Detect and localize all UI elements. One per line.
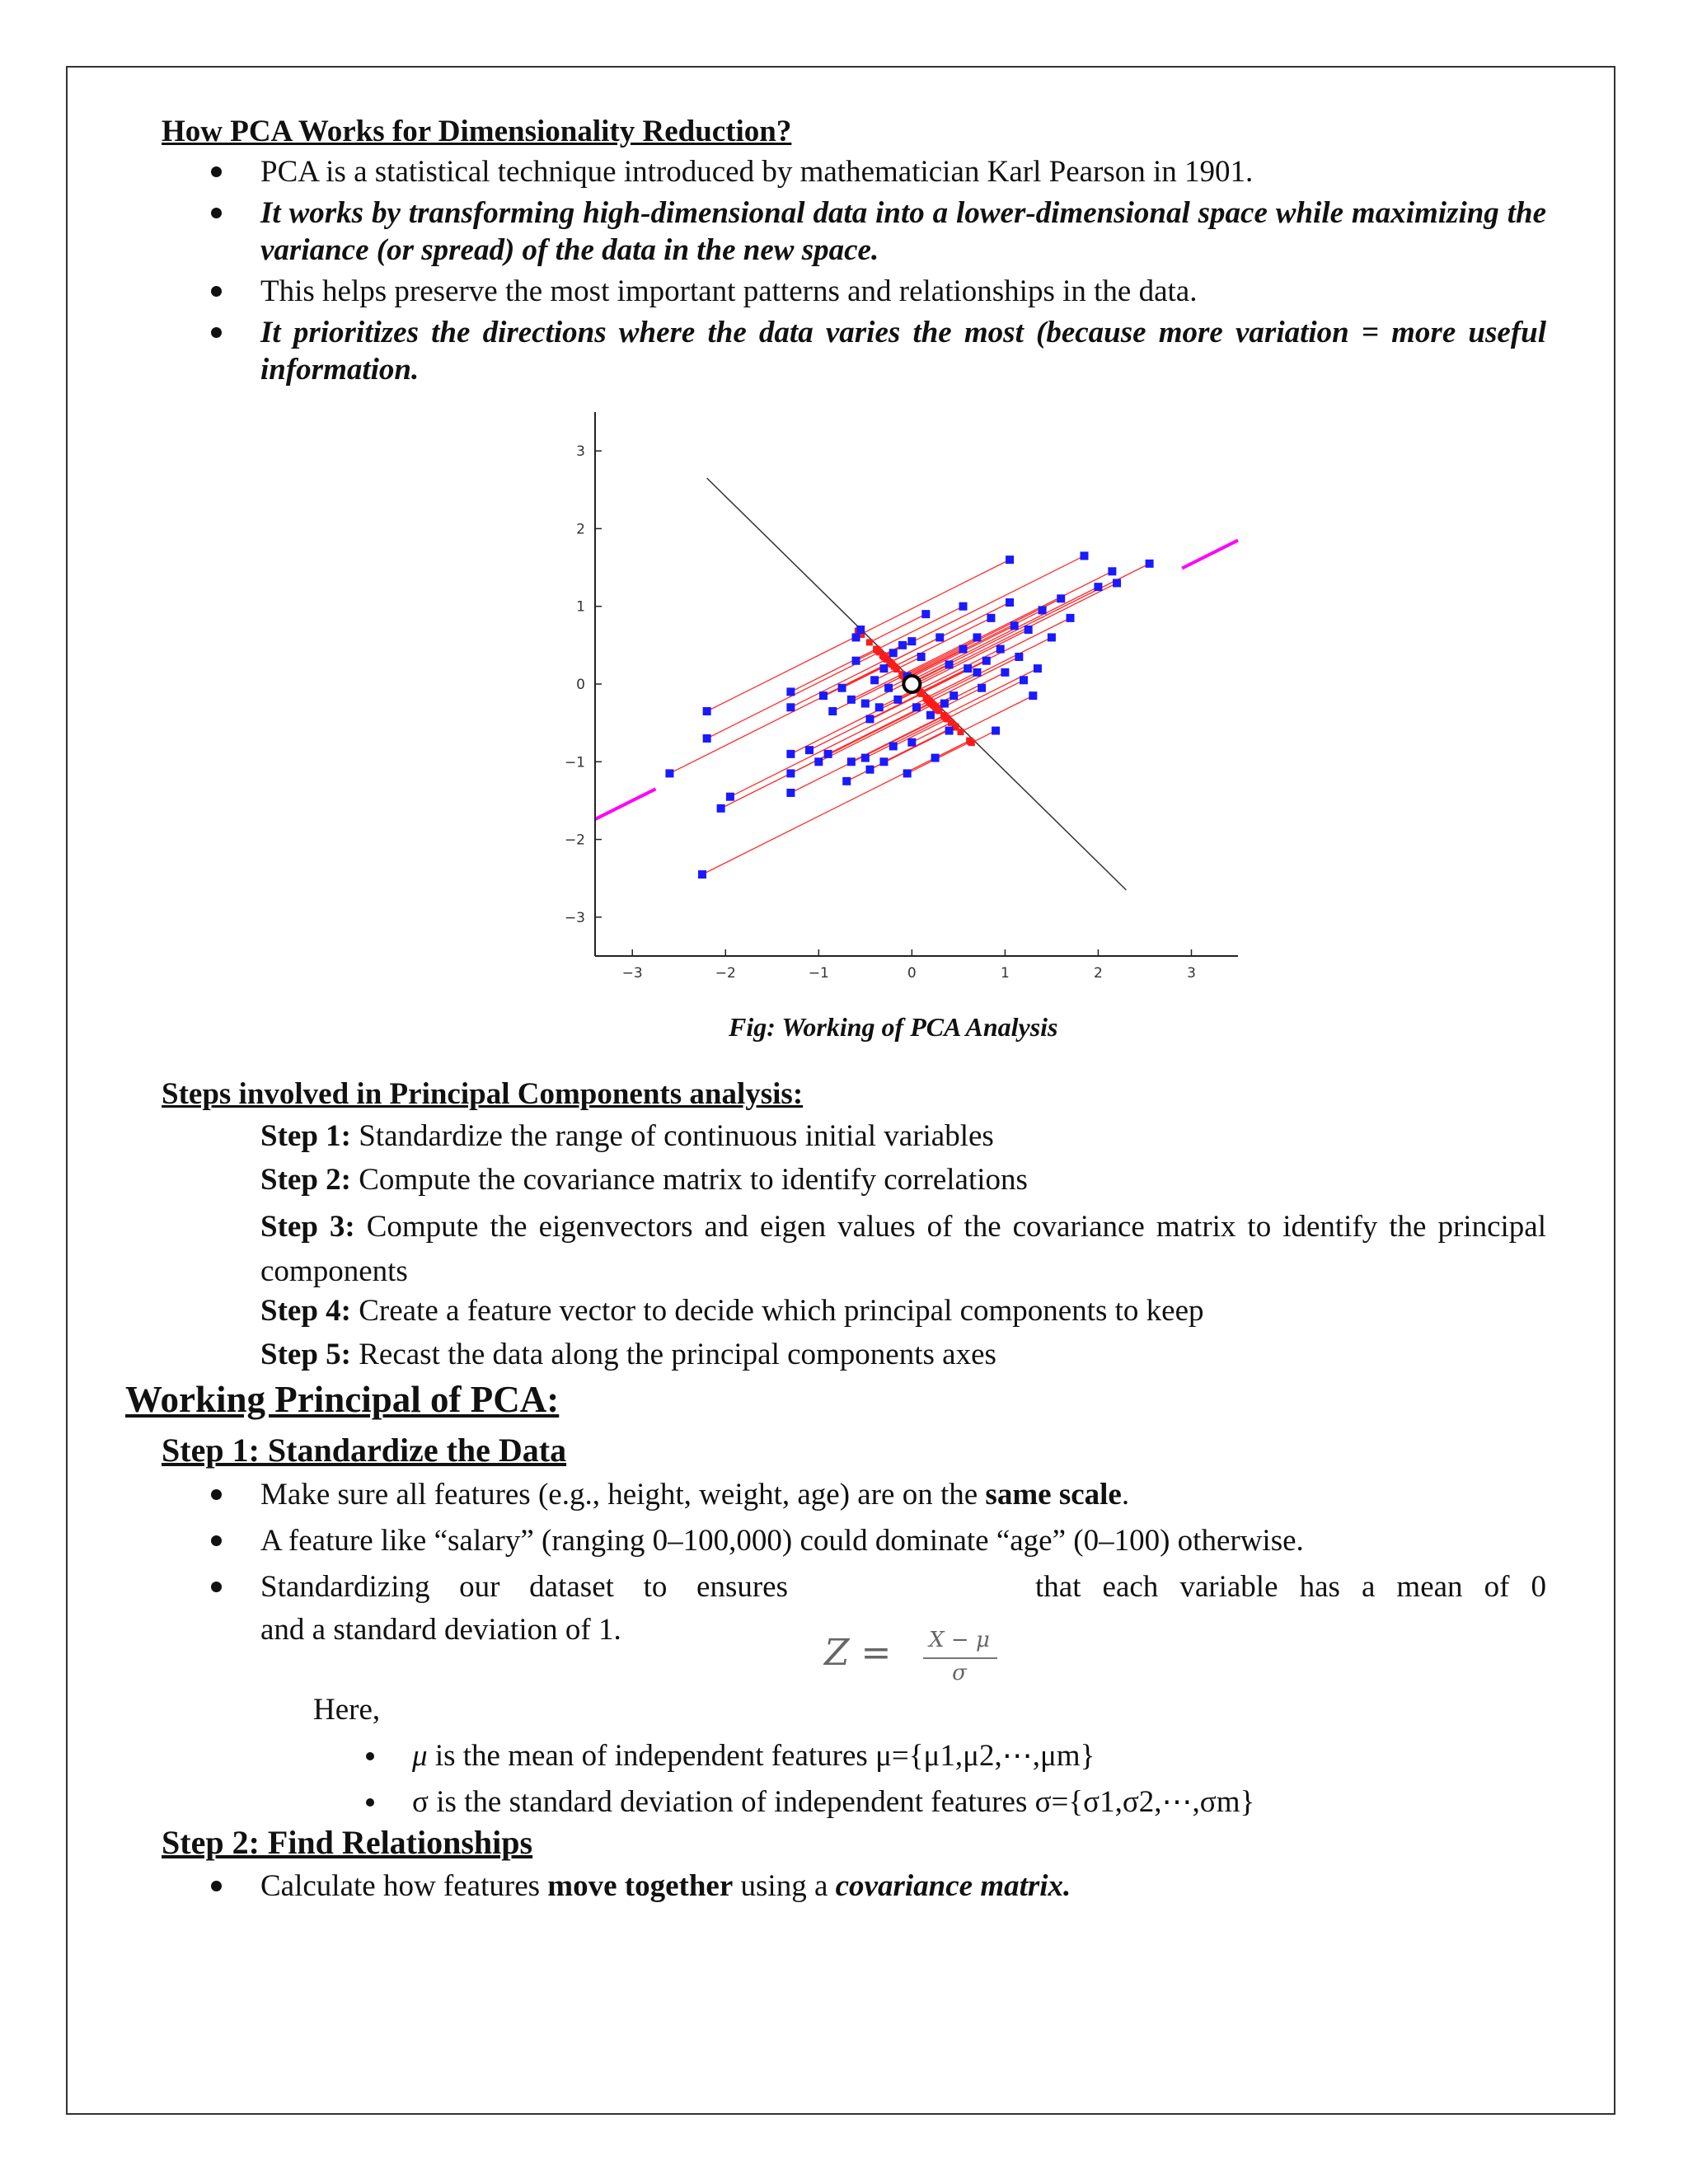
data-point (1006, 555, 1014, 564)
data-point (786, 703, 795, 711)
data-point (889, 649, 898, 657)
data-point (870, 676, 879, 684)
working-principal-heading: Working Principal of PCA: (125, 1379, 560, 1420)
data-point (824, 750, 832, 758)
data-point (786, 750, 795, 758)
pca-scatter-chart (536, 404, 1253, 982)
step-1-line (260, 1118, 1546, 1155)
step2-b1-bold-italic: covariance matrix. (835, 1869, 1071, 1903)
step2-bullet-1 (260, 1868, 1546, 1905)
x-tick-label: 0 (907, 965, 917, 982)
data-point (819, 691, 828, 700)
bullet-dot (211, 1881, 222, 1891)
data-point (865, 766, 874, 774)
data-point (805, 746, 814, 754)
data-point (959, 645, 968, 654)
step1-b1-bold: same scale (985, 1478, 1122, 1511)
data-point (1029, 691, 1037, 700)
data-point (973, 668, 981, 677)
step-3-line (260, 1205, 1546, 1294)
projection-line (870, 614, 926, 642)
step1-bullet-1 (260, 1476, 1546, 1513)
x-tick-label: −1 (808, 965, 829, 982)
principal-axis-segment (1182, 541, 1238, 569)
step-5-line (260, 1336, 1546, 1373)
x-tick-label: 3 (1187, 965, 1196, 982)
data-point (987, 614, 995, 622)
data-point (950, 691, 958, 700)
data-point (898, 641, 907, 649)
bullet-text-4: It prioritizes the directions where the data varies the most (because more variation = more useful information. (260, 316, 1546, 387)
bullet-dot (211, 1582, 222, 1592)
projected-point (933, 705, 940, 711)
data-point (907, 738, 916, 747)
data-point (847, 696, 856, 704)
data-point (1015, 653, 1023, 661)
data-point (893, 696, 902, 704)
data-point (856, 626, 865, 634)
data-point (945, 727, 954, 735)
data-point (1146, 560, 1154, 568)
step1-bullet-3-left: Standardizing our dataset to ensures (260, 1570, 788, 1604)
data-point (879, 664, 888, 673)
data-point (838, 684, 846, 692)
projected-point (923, 695, 930, 701)
data-point (1034, 664, 1042, 673)
data-point (945, 660, 954, 668)
data-point (921, 610, 930, 618)
data-point (973, 633, 981, 641)
bullet-dot (211, 208, 222, 218)
step-2-line (260, 1161, 1546, 1198)
data-point (964, 664, 972, 673)
projected-point (968, 739, 975, 746)
y-tick-label: 3 (576, 443, 585, 461)
step-3-text: Compute the eigenvectors and eigen values of the covariance matrix to identify the principal components (260, 1210, 1546, 1288)
data-point (717, 804, 725, 813)
mu-text: is the mean of independent features μ={μ1,μ2,⋯,μm} (427, 1739, 1095, 1773)
data-point (665, 769, 673, 777)
data-point (1048, 633, 1056, 641)
step2-b1-pre: Calculate how features (260, 1869, 548, 1903)
data-point (978, 684, 986, 692)
data-point (698, 870, 706, 879)
x-tick-label: −3 (621, 965, 643, 982)
data-point (814, 757, 823, 766)
data-point (1067, 614, 1075, 622)
section-heading-how-pca-works: How PCA Works for Dimensionality Reduction? (162, 115, 792, 148)
bullet-dot (211, 166, 222, 177)
data-point (982, 657, 991, 665)
data-point (786, 769, 795, 777)
data-point (865, 715, 874, 723)
step-2-text: Compute the covariance matrix to identify correlations (359, 1163, 1028, 1197)
data-point (1094, 583, 1102, 591)
data-point (852, 633, 860, 641)
y-tick-label: 2 (576, 521, 585, 538)
bullet-2-period: . (870, 233, 879, 267)
formula-lhs: Z = (824, 1632, 892, 1674)
step1-heading: Step 1: Standardize the Data (162, 1432, 567, 1469)
bullet-2-emphasis: It works by transforming high-dimensional data into a lower-dimensional space while maximizing the variance (or spread) of the data in the new space (260, 196, 1546, 267)
bullet-dot (211, 286, 222, 297)
data-point (875, 703, 884, 711)
data-point (1113, 579, 1121, 587)
projected-point (874, 646, 880, 653)
formula-denominator: σ (952, 1661, 967, 1685)
data-point (903, 769, 912, 777)
bullet-text-1: PCA is a statistical technique introduced by mathematician Karl Pearson in 1901. (260, 155, 1254, 189)
formula-numerator: X − μ (929, 1628, 990, 1652)
data-point (1001, 668, 1009, 677)
bullet-dot (211, 1535, 222, 1546)
projection-line (702, 741, 969, 874)
data-point (1025, 626, 1033, 634)
y-tick-label: 0 (576, 677, 585, 693)
data-point (1010, 621, 1019, 630)
step1-b1-pre: Make sure all features (e.g., height, weight, age) are on the (260, 1478, 986, 1511)
projected-point (866, 639, 873, 645)
figure-caption: Fig: Working of PCA Analysis (729, 1012, 1058, 1042)
step-4-line (260, 1292, 1546, 1329)
data-point (889, 742, 898, 750)
step1-b1-post: . (1121, 1478, 1130, 1511)
x-tick-label: 1 (1000, 965, 1010, 982)
y-tick-label: −2 (564, 832, 585, 849)
data-point (992, 727, 1000, 735)
data-point (907, 637, 916, 645)
data-point (935, 633, 944, 641)
step-5-text: Recast the data along the principal components axes (359, 1338, 996, 1371)
step-5-label: Step 5: (260, 1338, 351, 1371)
data-point (912, 703, 921, 711)
projected-point (879, 653, 886, 659)
projection-line (935, 741, 970, 758)
step-3-label: Step 3: (260, 1210, 355, 1244)
bullet-text-3: This helps preserve the most important patterns and relationships in the data. (260, 274, 1198, 308)
projection-line (903, 571, 1112, 676)
data-point (1080, 551, 1088, 560)
data-point (703, 707, 711, 715)
data-point (926, 711, 935, 719)
bullet-dot (366, 1798, 374, 1807)
mu-symbol: μ (412, 1739, 428, 1773)
data-point (1006, 598, 1014, 607)
step2-heading: Step 2: Find Relationships (162, 1824, 533, 1861)
data-point (828, 707, 837, 715)
sigma-definition: σ is the standard deviation of independent features σ={σ1,σ2,⋯,σm} (412, 1785, 1255, 1819)
projection-line (893, 719, 948, 746)
step1-bullet-3-right: that each variable has a mean of 0 (1035, 1570, 1546, 1604)
x-tick-label: 2 (1094, 965, 1103, 982)
projection-line (861, 560, 1010, 634)
bullet-dot (211, 1489, 222, 1500)
data-point (786, 789, 795, 797)
step-4-text: Create a feature vector to decide which principal components to keep (359, 1294, 1204, 1328)
projection-line (669, 663, 890, 773)
projected-point (940, 712, 947, 719)
projection-line (877, 607, 964, 649)
x-tick-label: −2 (715, 965, 736, 982)
data-point (931, 754, 940, 762)
data-point (847, 757, 856, 766)
mu-definition (412, 1737, 1566, 1774)
data-point (842, 777, 851, 785)
step-1-text: Standardize the range of continuous initial variables (359, 1119, 994, 1153)
step1-bullet-2: A feature like “salary” (ranging 0–100,000) could dominate “age” (0–100) otherwise. (260, 1524, 1304, 1558)
formula-fraction-bar (923, 1657, 997, 1659)
data-point (1057, 594, 1065, 602)
step2-b1-mid: using a (733, 1869, 836, 1903)
data-point (959, 602, 968, 611)
data-point (703, 734, 711, 743)
data-point (726, 793, 734, 801)
y-tick-label: −1 (564, 754, 585, 771)
y-tick-label: −3 (564, 909, 585, 926)
steps-heading: Steps involved in Principal Components analysis: (162, 1077, 804, 1111)
data-point (852, 657, 860, 665)
step1-bullet-3-line2: and a standard deviation of 1. (260, 1613, 621, 1647)
bullet-text-2 (260, 194, 1546, 269)
projected-point (957, 729, 964, 735)
data-point (917, 653, 926, 661)
step-4-label: Step 4: (260, 1294, 351, 1328)
bullet-dot (366, 1752, 374, 1760)
step-2-label: Step 2: (260, 1163, 351, 1197)
step2-b1-bold: move together (547, 1869, 734, 1903)
data-point (879, 757, 888, 766)
projection-line (930, 657, 1019, 701)
y-tick-label: 1 (576, 598, 585, 616)
data-point (861, 700, 870, 708)
bullet-dot (211, 327, 222, 338)
data-point (996, 645, 1005, 654)
data-point (940, 700, 949, 708)
data-point (1020, 676, 1028, 684)
here-label: Here, (313, 1693, 381, 1727)
data-point (861, 754, 870, 762)
projection-line (906, 649, 964, 678)
data-point (884, 684, 893, 692)
data-point (786, 687, 795, 696)
data-point (1108, 567, 1116, 575)
principal-axis-segment (595, 789, 655, 819)
data-point (1039, 606, 1047, 614)
step-1-label: Step 1: (260, 1119, 351, 1153)
mean-point (903, 676, 920, 692)
